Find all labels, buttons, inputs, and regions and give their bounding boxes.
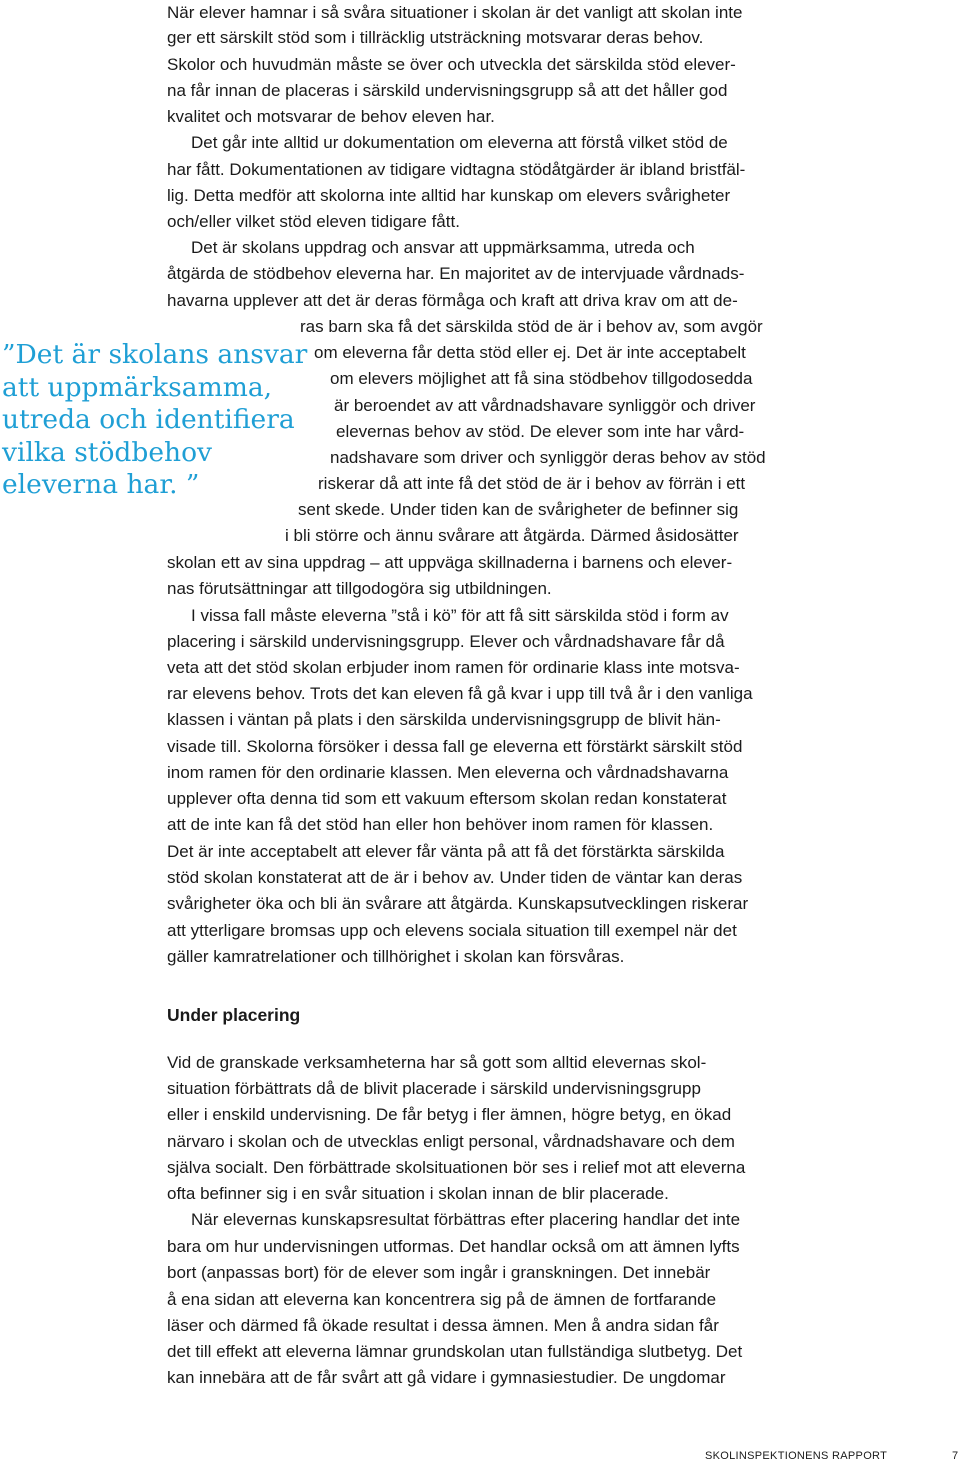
body-line: lig. Detta medför att skolorna inte alltid har kunskap om elevers svårigheter (167, 186, 731, 205)
body-line: elevernas behov av stöd. De elever som inte har vård- (336, 422, 745, 441)
body-line: riskerar då att inte få det stöd de är i behov av förrän i ett (318, 474, 746, 493)
pull-quote-line: vilka stödbehov (2, 436, 213, 468)
page-number: 7 (952, 1450, 959, 1462)
section-line: kan innebära att de får svårt att gå vidare i gymnasiestudier. De ungdomar (167, 1368, 726, 1387)
body-line: i bli större och ännu svårare att åtgärda. Därmed åsidosätter (285, 526, 739, 545)
section-line: ofta befinner sig i en svår situation i skolan innan de blir placerade. (167, 1184, 669, 1203)
pull-quote-line: att uppmärksamma, (2, 371, 273, 403)
body-line: placering i särskild undervisningsgrupp. Elever och vårdnadshavare får då (167, 632, 725, 651)
footer-title: SKOLINSPEKTIONENS RAPPORT (705, 1450, 888, 1462)
body-line: nadshavare som driver och synliggör deras behov av stöd (330, 448, 766, 467)
section-line: situation förbättrats då de blivit placerade i särskild undervisningsgrupp (167, 1079, 701, 1098)
pull-quote-line: ”Det är skolans ansvar (2, 339, 308, 370)
pull-quote-line: utreda och identifiera (2, 404, 295, 435)
section-line: närvaro i skolan och de utvecklas enligt personal, vårdnadshavare och dem (167, 1132, 735, 1151)
body-line: Det går inte alltid ur dokumentation om eleverna att förstå vilket stöd de (191, 133, 728, 152)
section-heading: Under placering (167, 1005, 301, 1025)
body-line: åtgärda de stödbehov eleverna har. En majoritet av de intervjuade vårdnads- (167, 264, 745, 283)
body-line: upplever ofta denna tid som ett vakuum eftersom skolan redan konstaterat (167, 789, 727, 808)
body-line: om eleverna får detta stöd eller ej. Det är inte acceptabelt (314, 343, 746, 362)
body-line: veta att det stöd skolan erbjuder inom ramen för ordinarie klass inte motsva- (167, 658, 740, 677)
section-line: å ena sidan att eleverna kan koncentrera sig på de ämnen de fortfarande (167, 1290, 717, 1309)
body-line: inom ramen för den ordinarie klassen. Men eleverna och vårdnadshavarna (167, 763, 729, 782)
section-line: Vid de granskade verksamheterna har så gott som alltid elevernas skol- (167, 1053, 707, 1072)
body-line: Det är inte acceptabelt att elever får vänta på att få det förstärkta särskilda (167, 842, 725, 861)
body-line: skolan ett av sina uppdrag – att uppväga skillnaderna i barnens och elever- (167, 553, 733, 572)
pull-quote (2, 339, 307, 502)
body-line: svårigheter öka och bli än svårare att åtgärda. Kunskapsutvecklingen riskerar (167, 894, 749, 913)
pull-quote-line: eleverna har. ” (2, 469, 200, 500)
body-line: visade till. Skolorna försöker i dessa fall ge eleverna ett förstärkt särskilt stöd (167, 737, 743, 756)
body-line: är beroendet av att vårdnadshavare synliggör och driver (334, 396, 756, 415)
body-line: att ytterligare bromsas upp och elevens sociala situation till exempel när det (167, 921, 737, 940)
section-line: eller i enskild undervisning. De får betyg i fler ämnen, högre betyg, en ökad (167, 1105, 732, 1124)
body-line: att de inte kan få det stöd han eller hon behöver inom ramen för klassen. (167, 815, 714, 834)
body-line: havarna upplever att det är deras förmåga och kraft att driva krav om att de- (167, 291, 738, 310)
body-line: na får innan de placeras i särskild undervisningsgrupp så att det håller god (167, 81, 728, 100)
body-line: sent skede. Under tiden kan de svårigheter de befinner sig (298, 500, 739, 519)
section-line: När elevernas kunskapsresultat förbättras efter placering handlar det inte (191, 1210, 741, 1229)
body-line: I vissa fall måste eleverna ”stå i kö” för att få sitt särskilda stöd i form av (191, 606, 729, 625)
section-line: själva socialt. Den förbättrade skolsituationen bör ses i relief mot att eleverna (167, 1158, 746, 1177)
body-line: har fått. Dokumentationen av tidigare vidtagna stödåtgärder är ibland bristfäl- (167, 160, 746, 179)
body-line: kvalitet och motsvarar de behov eleven har. (167, 107, 495, 126)
body-line: och/eller vilket stöd eleven tidigare fått. (167, 212, 460, 231)
body-line: ras barn ska få det särskilda stöd de är i behov av, som avgör (300, 317, 763, 336)
section-line: bort (anpassas bort) för de elever som ingår i granskningen. Det innebär (167, 1263, 711, 1282)
body-line: rar elevens behov. Trots det kan eleven få gå kvar i upp till två år i den vanliga (167, 684, 753, 703)
body-line: Skolor och huvudmän måste se över och utveckla det särskilda stöd elever- (167, 55, 736, 74)
body-line: Det är skolans uppdrag och ansvar att uppmärksamma, utreda och (191, 238, 695, 257)
body-line: om elevers möjlighet att få sina stödbehov tillgodosedda (330, 369, 753, 388)
body-line: När elever hamnar i så svåra situationer i skolan är det vanligt att skolan inte (167, 3, 743, 22)
body-line: ger ett särskilt stöd som i tillräcklig utsträckning motsvarar deras behov. (167, 28, 704, 47)
body-line: klassen i väntan på plats i den särskilda undervisningsgrupp de blivit hän- (167, 710, 721, 729)
body-line: nas förutsättningar att tillgodogöra sig utbildningen. (167, 579, 552, 598)
section-line: läser och därmed få ökade resultat i dessa ämnen. Men å andra sidan får (167, 1316, 719, 1335)
body-line: gäller kamratrelationer och tillhörighet i skolan kan försvåras. (167, 947, 625, 966)
section-line: bara om hur undervisningen utformas. Det handlar också om att ämnen lyfts (167, 1237, 740, 1256)
section-line: det till effekt att eleverna lämnar grundskolan utan fullständiga slutbetyg. Det (167, 1342, 743, 1361)
body-line: stöd skolan konstaterat att de är i behov av. Under tiden de väntar kan deras (167, 868, 743, 887)
